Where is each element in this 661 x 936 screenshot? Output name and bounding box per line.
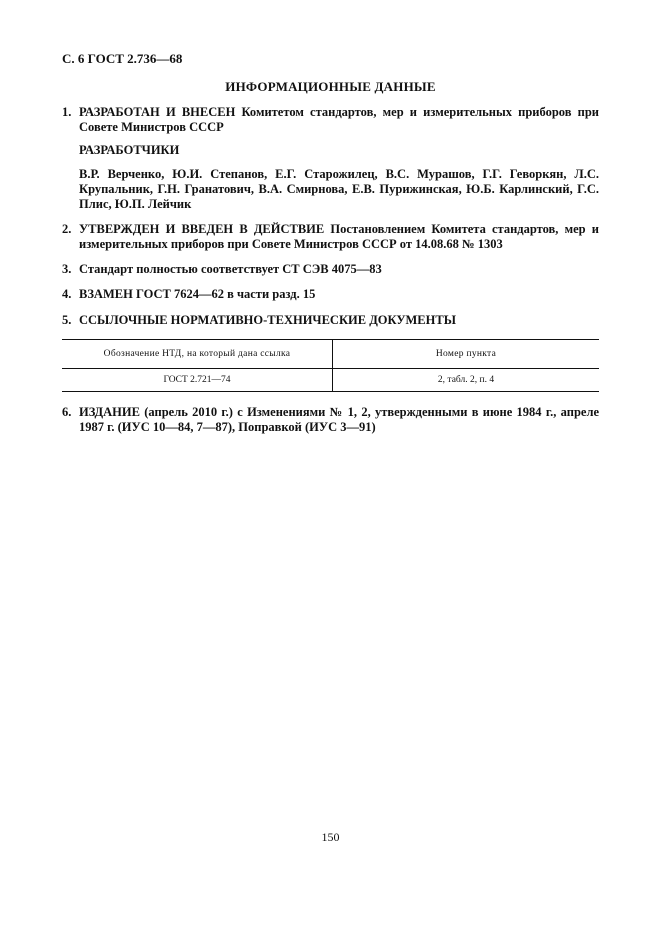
info-item-3: [62, 262, 599, 277]
item-text: Постановлением Комитета стандартов, мер и измерительных приборов при Совете Министров СССР от 14.08.68 № 1303: [79, 222, 599, 251]
item-text: Стандарт полностью соответствует СТ СЭВ 4075—83: [79, 262, 382, 276]
reference-table: [62, 339, 599, 392]
developers-heading: РАЗРАБОТЧИКИ: [79, 143, 180, 157]
page-number: 150: [321, 830, 340, 844]
table-header-row: [62, 340, 599, 369]
item-lead: РАЗРАБОТАН И ВНЕСЕН: [79, 105, 236, 119]
column-header-item-number: Номер пункта: [333, 340, 600, 369]
info-item-6: [62, 405, 599, 435]
table-cell-item-number: 2, табл. 2, п. 4: [333, 369, 600, 392]
developers-list: В.Р. Верченко, Ю.И. Степанов, Е.Г. Старожилец, В.С. Мурашов, Г.Г. Геворкян, Л.С. Крупальник, Г.Н. Гранатович, В.А. Смирнова, Е.В. Пурижинская, Ю.Б. Карлинский, Г.С. Плис, Ю.П. Лейчик: [79, 167, 599, 211]
info-item-4: [62, 287, 599, 302]
item-number: 3.: [62, 262, 72, 276]
section-title: ИНФОРМАЦИОННЫЕ ДАННЫЕ: [225, 79, 436, 94]
info-item-5: [62, 313, 599, 328]
info-item-1: [62, 105, 599, 135]
item-lead: ИЗДАНИЕ: [79, 405, 140, 419]
item-number: 1.: [62, 105, 72, 119]
item-number: 4.: [62, 287, 72, 301]
item-lead: ВЗАМЕН: [79, 287, 133, 301]
item-text: Комитетом стандартов, мер и измерительных приборов при Совете Министров СССР: [79, 105, 599, 134]
item-text: ГОСТ 7624—62 в части разд. 15: [132, 287, 316, 301]
info-item-2: [62, 222, 599, 252]
page-header: С. 6 ГОСТ 2.736—68: [62, 51, 183, 66]
item-lead: ССЫЛОЧНЫЕ НОРМАТИВНО-ТЕХНИЧЕСКИЕ ДОКУМЕНТЫ: [79, 313, 456, 327]
item-number: 5.: [62, 313, 72, 327]
item-number: 6.: [62, 405, 72, 419]
table-row: [62, 369, 599, 392]
item-number: 2.: [62, 222, 72, 236]
item-lead: УТВЕРЖДЕН И ВВЕДЕН В ДЕЙСТВИЕ: [79, 222, 325, 236]
item-text: (апрель 2010 г.) с Изменениями № 1, 2, утвержденными в июне 1984 г., апреле 1987 г. (ИУС 10—84, 7—87), Поправкой (ИУС 3—91): [79, 405, 599, 434]
column-header-ntd: Обозначение НТД, на который дана ссылка: [62, 340, 333, 369]
table-cell-ntd: ГОСТ 2.721—74: [62, 369, 333, 392]
